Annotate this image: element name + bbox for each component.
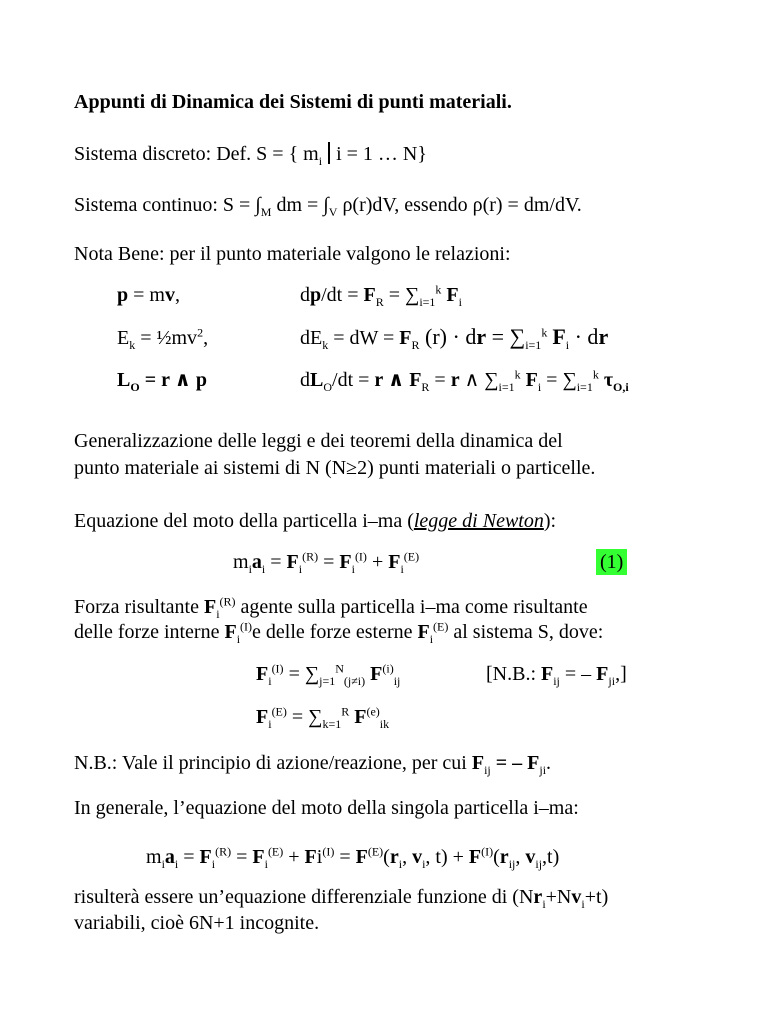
t: dE (300, 327, 323, 349)
equation-tag (596, 552, 627, 572)
t: ij (508, 857, 516, 871)
t: = – (559, 663, 597, 685)
t: ij (393, 674, 401, 688)
t: = ∑ (486, 324, 526, 349)
t: i (264, 857, 268, 871)
t: v (525, 846, 536, 868)
resultant-line-1 (74, 594, 588, 621)
t: F (388, 551, 401, 573)
internal-force-equation (256, 661, 401, 688)
t: F (304, 846, 317, 868)
t: F (203, 596, 217, 618)
p-symbol: p (117, 284, 129, 306)
t: i (429, 632, 434, 646)
t: i (458, 295, 462, 309)
t: = ∑ (286, 706, 323, 728)
continuous-system-definition (74, 194, 582, 219)
t: i (236, 632, 241, 646)
t: = (265, 551, 287, 573)
t: ): (543, 510, 557, 532)
t: L (117, 369, 131, 391)
t: i (216, 607, 220, 621)
t: F (471, 752, 485, 774)
t: (E) (433, 619, 449, 634)
continuous-sub-m: M (260, 205, 272, 219)
discrete-suffix: i = 1 … N} (336, 143, 427, 165)
t: R (341, 704, 350, 719)
t: m (233, 551, 249, 573)
t: (I) (354, 549, 367, 564)
equation-1 (233, 549, 420, 576)
t: F (527, 752, 540, 774)
nota-bene: Nota Bene: per il punto materiale valgono le relazioni: (74, 243, 511, 265)
continuous-p3: ρ(r)dV, essendo ρ(r) = dm/dV. (337, 194, 582, 216)
t: r (598, 324, 609, 349)
t: N (335, 661, 344, 676)
t: k=1 (322, 717, 342, 731)
t: j=1 (319, 674, 336, 688)
t: F (525, 369, 538, 391)
t: F (409, 369, 422, 391)
t: = dW = (328, 327, 400, 349)
page-title: Appunti di Dinamica dei Sistemi di punti materiali. (74, 91, 512, 113)
t: F (354, 706, 367, 728)
t: (j≠i) (343, 674, 366, 688)
t: k (592, 367, 599, 382)
t: (R) (215, 844, 232, 859)
t: 2 (197, 325, 204, 340)
discrete-sub: i (318, 154, 323, 168)
t: · d (569, 324, 599, 349)
t: i (351, 562, 355, 576)
t: +N (545, 886, 572, 908)
t: F (446, 284, 459, 306)
t: = ½mv (135, 327, 198, 349)
t: r (374, 369, 383, 391)
t: [N.B.: (486, 663, 541, 685)
conclusion-line-2: variabili, cioè 6N+1 incognite. (74, 912, 320, 934)
v-symbol: v (164, 284, 175, 306)
t: Equazione del moto della particella i–ma ( (74, 510, 414, 532)
t: i (537, 380, 542, 394)
t: F (596, 663, 609, 685)
t: +t) (584, 886, 609, 908)
t: = (334, 846, 356, 868)
t: = ∑ (283, 663, 320, 685)
t: i (565, 338, 570, 352)
t: i (422, 857, 426, 871)
t: (e) (366, 704, 380, 719)
t: i=1 (498, 380, 515, 394)
generalization-line-1: Generalizzazione delle leggi e dei teoremi della dinamica del (74, 430, 563, 452)
t: k (129, 338, 136, 352)
t: ∧ (382, 369, 410, 391)
general-equation-intro: In generale, l’equazione del moto della singola particella i–ma: (74, 797, 579, 819)
t: F (399, 327, 412, 349)
t: agente sulla particella i–ma come risultante (235, 596, 588, 618)
t: i=1 (419, 295, 436, 309)
t: i=1 (525, 338, 542, 352)
t: + (366, 551, 389, 573)
continuous-p2: dm = ∫ (271, 194, 329, 216)
comma: , (174, 284, 180, 306)
t: F (256, 706, 269, 728)
t: a (251, 551, 262, 573)
t: R (411, 338, 420, 352)
t: = (429, 369, 451, 391)
work-energy-relation (300, 324, 609, 352)
t: F (468, 846, 482, 868)
t: F (224, 621, 237, 643)
t: τ (603, 369, 614, 391)
t: (I) (271, 661, 284, 676)
t: d (300, 284, 310, 306)
t: a (164, 846, 175, 868)
eq-text: = m (128, 284, 165, 306)
t: , (515, 846, 526, 868)
t: Forza risultante (74, 596, 204, 618)
t: i (542, 897, 546, 911)
t: L (310, 369, 324, 391)
t: N.B.: Vale il principio di azione/reazione, per cui (74, 752, 472, 774)
t: i (316, 846, 323, 868)
t: ik (379, 717, 390, 731)
newton-law-link[interactable]: legge di Newton (413, 510, 544, 532)
continuous-p1: Sistema continuo: S = ∫ (74, 194, 261, 216)
external-force-equation (256, 704, 390, 731)
t: i (161, 857, 165, 871)
t: ( (493, 846, 500, 868)
t: F (541, 663, 554, 685)
kinetic-energy-relation (117, 325, 209, 352)
t: /dt = (332, 369, 375, 391)
t: ji (539, 763, 547, 777)
discrete-system-definition (74, 142, 427, 168)
t: delle forze interne (74, 621, 225, 643)
t: E (117, 327, 130, 349)
motion-equation-intro (74, 511, 556, 531)
internal-force-note (486, 663, 627, 688)
t: = ∑ (541, 369, 577, 391)
t: d (300, 369, 310, 391)
t: F (256, 663, 269, 685)
t: i=1 (576, 380, 593, 394)
t: F (363, 284, 376, 306)
t: . (546, 752, 552, 774)
t: k (514, 367, 521, 382)
newton-relation (300, 282, 462, 309)
t: i (400, 562, 404, 576)
t: i (174, 857, 179, 871)
t: ,t) (542, 846, 560, 868)
t: ∧ ∑ (459, 369, 499, 391)
conclusion-line-1 (74, 886, 609, 911)
t: al sistema S, dove: (448, 621, 604, 643)
t: F (417, 621, 430, 643)
equation-tag-label: (1) (596, 549, 627, 575)
t: R (421, 380, 430, 394)
t: (E) (403, 549, 420, 564)
t: + (283, 846, 305, 868)
t: , t) + (425, 846, 469, 868)
t: /dt = (321, 284, 364, 306)
t: r (450, 369, 460, 391)
t: , (402, 846, 413, 868)
t: , (203, 327, 209, 349)
t: (i) (382, 661, 394, 676)
t: k (322, 338, 329, 352)
general-motion-equation (146, 844, 560, 871)
t: r (499, 846, 509, 868)
discrete-prefix: Sistema discreto: Def. S = { m (74, 143, 319, 165)
t: v (571, 886, 582, 908)
t: (E) (367, 844, 384, 859)
t: (E) (271, 704, 287, 719)
t: i (581, 897, 585, 911)
set-bar (328, 142, 330, 164)
t: = r ∧ p (139, 369, 207, 391)
t: F (286, 551, 299, 573)
t: i (268, 717, 272, 731)
t: F (199, 846, 212, 868)
t: risulterà essere un’equazione differenziale funzione di (N (74, 886, 534, 908)
t: ji (608, 674, 616, 688)
t: k (541, 325, 548, 340)
t: ( (383, 846, 390, 868)
t: i (248, 562, 252, 576)
t: r (476, 324, 487, 349)
t: ij (553, 674, 560, 688)
t: F (339, 551, 352, 573)
resultant-line-2 (74, 619, 604, 646)
t: = – (490, 752, 528, 774)
action-reaction-note (74, 752, 552, 777)
t: = (178, 846, 200, 868)
t: e delle forze esterne (252, 621, 418, 643)
t: (I) (240, 619, 253, 634)
t: i (211, 857, 216, 871)
t: O (323, 380, 333, 394)
t: i (261, 562, 266, 576)
t: i (268, 674, 272, 688)
generalization-line-2: punto materiale ai sistemi di N (N≥2) punti materiali o particelle. (74, 457, 596, 479)
t: (I) (481, 844, 494, 859)
t: (R) (302, 549, 319, 564)
t: O (130, 380, 140, 394)
t: (r) · d (419, 324, 477, 349)
t: ij (484, 763, 491, 777)
angular-momentum-relation (117, 369, 207, 394)
t: (R) (219, 594, 236, 609)
t: F (355, 846, 368, 868)
t: = (318, 551, 340, 573)
t: O,i (613, 380, 629, 394)
t: p (310, 284, 322, 306)
torque-relation (300, 367, 629, 394)
t: = ∑ (383, 284, 420, 306)
t: ,] (615, 663, 627, 685)
t: = (231, 846, 253, 868)
t: v (412, 846, 423, 868)
t: r (533, 886, 543, 908)
t: m (146, 846, 162, 868)
t: r (389, 846, 399, 868)
t: k (435, 282, 442, 297)
momentum-relation (117, 285, 180, 305)
t: i (298, 562, 303, 576)
t: F (370, 663, 383, 685)
continuous-sub-v: V (328, 205, 338, 219)
t: F (252, 846, 265, 868)
t: ij (535, 857, 543, 871)
t: i (398, 857, 403, 871)
t: F (552, 324, 566, 349)
t: (I) (322, 844, 335, 859)
t: R (375, 295, 384, 309)
t: (E) (267, 844, 284, 859)
